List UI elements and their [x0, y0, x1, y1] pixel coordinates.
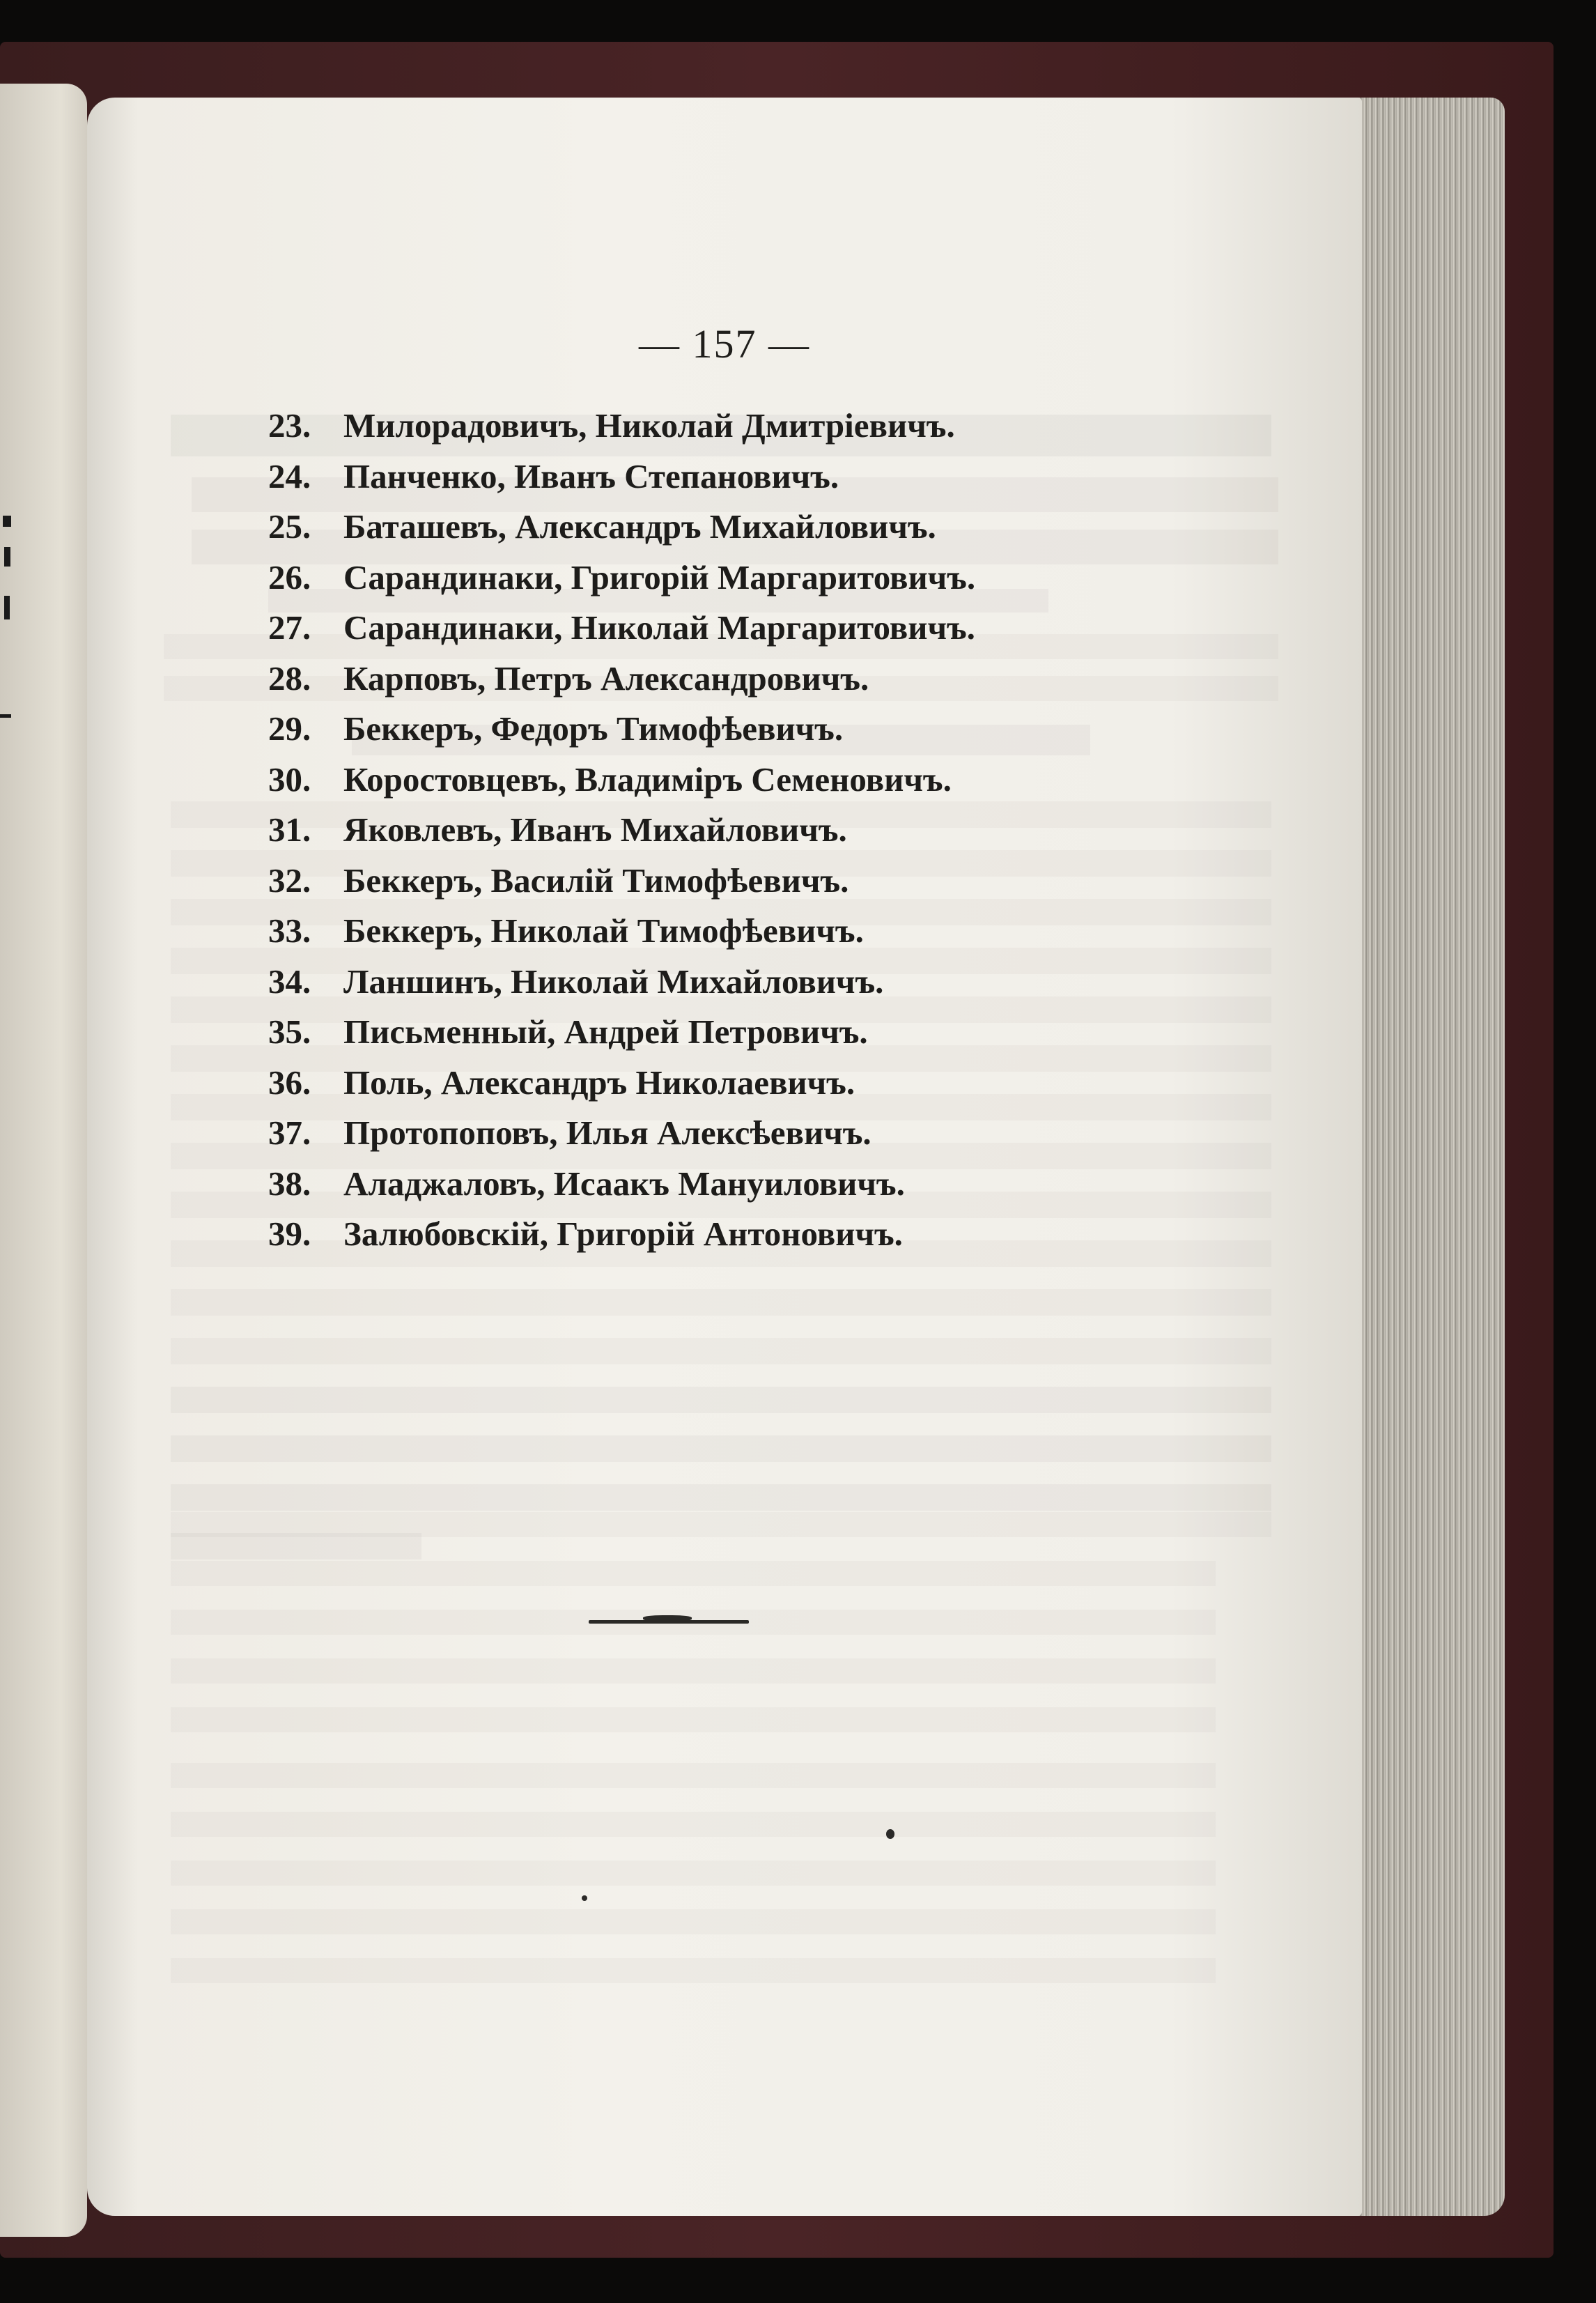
page-number: — 157 —: [639, 321, 810, 367]
list-item: [268, 957, 1174, 1008]
list-item-name: Коростовцевъ, Владиміръ Семеновичъ.: [343, 760, 952, 799]
list-item: [268, 1108, 1174, 1159]
ink-mark: [4, 547, 10, 567]
list-item-name: Беккеръ, Василій Тимофѣевичъ.: [343, 861, 849, 900]
ink-mark: [4, 596, 10, 619]
list-item-number: 28.: [268, 658, 311, 698]
ink-mark: [0, 714, 11, 718]
list-item-number: 36.: [268, 1063, 311, 1102]
section-rule-ornament: [643, 1615, 692, 1622]
list-item: [268, 603, 1174, 654]
list-item-number: 37.: [268, 1114, 311, 1152]
list-item: [268, 401, 1174, 452]
list-item-number: 39.: [268, 1215, 311, 1253]
list-item: [268, 755, 1174, 806]
previous-page-edge: [0, 84, 87, 2237]
list-item-name: Беккеръ, Николай Тимофѣевичъ.: [343, 911, 864, 950]
list-item-number: 38.: [268, 1164, 311, 1203]
list-item-number: 26.: [268, 557, 311, 596]
list-item-name: Яковлевъ, Иванъ Михайловичъ.: [343, 810, 847, 849]
list-item: [268, 553, 1174, 603]
list-item-number: 25.: [268, 507, 311, 546]
list-item: [268, 452, 1174, 502]
list-item-number: 32.: [268, 861, 311, 900]
list-item-name: Беккеръ, Федоръ Тимофѣевичъ.: [343, 709, 844, 748]
list-item: [268, 1209, 1174, 1260]
list-item-number: 31.: [268, 810, 311, 849]
member-list: [268, 401, 1174, 1260]
list-item-name: Баташевъ, Александръ Михайловичъ.: [343, 507, 936, 546]
list-item-number: 24.: [268, 456, 311, 495]
list-item-name: Карповъ, Петръ Александровичъ.: [343, 658, 869, 698]
list-item-number: 30.: [268, 760, 311, 799]
list-item-number: 35.: [268, 1012, 311, 1051]
list-item-name: Поль, Александръ Николаевичъ.: [343, 1063, 855, 1102]
list-item: [268, 1058, 1174, 1109]
list-item-number: 27.: [268, 608, 311, 647]
list-item: [268, 856, 1174, 907]
list-item: [268, 502, 1174, 553]
list-item-number: 33.: [268, 911, 311, 950]
list-item-number: 34.: [268, 962, 311, 1001]
list-item-name: Аладжаловъ, Исаакъ Мануиловичъ.: [343, 1164, 905, 1203]
list-item: [268, 1007, 1174, 1058]
list-item-name: Залюбовскій, Григорій Антоновичъ.: [343, 1215, 903, 1253]
list-item-name: Милорадовичъ, Николай Дмитріевичъ.: [343, 406, 955, 445]
list-item-name: Протопоповъ, Илья Алексѣевичъ.: [343, 1114, 871, 1152]
list-item: [268, 654, 1174, 704]
page: [87, 98, 1362, 2216]
list-item: [268, 906, 1174, 957]
list-item-name: Письменный, Андрей Петровичъ.: [343, 1012, 868, 1051]
list-item-name: Ланшинъ, Николай Михайловичъ.: [343, 962, 884, 1001]
list-item-name: Панченко, Иванъ Степановичъ.: [343, 456, 839, 495]
paper-speck: [886, 1829, 894, 1839]
list-item-name: Сарандинаки, Григорій Маргаритовичъ.: [343, 557, 976, 596]
list-item: [268, 1159, 1174, 1210]
paper-speck: [582, 1895, 587, 1901]
list-item: [268, 805, 1174, 856]
list-item-number: 29.: [268, 709, 311, 748]
list-item: [268, 704, 1174, 755]
list-item-name: Сарандинаки, Николай Маргаритовичъ.: [343, 608, 975, 647]
ink-mark: [3, 516, 11, 527]
list-item-number: 23.: [268, 406, 311, 445]
